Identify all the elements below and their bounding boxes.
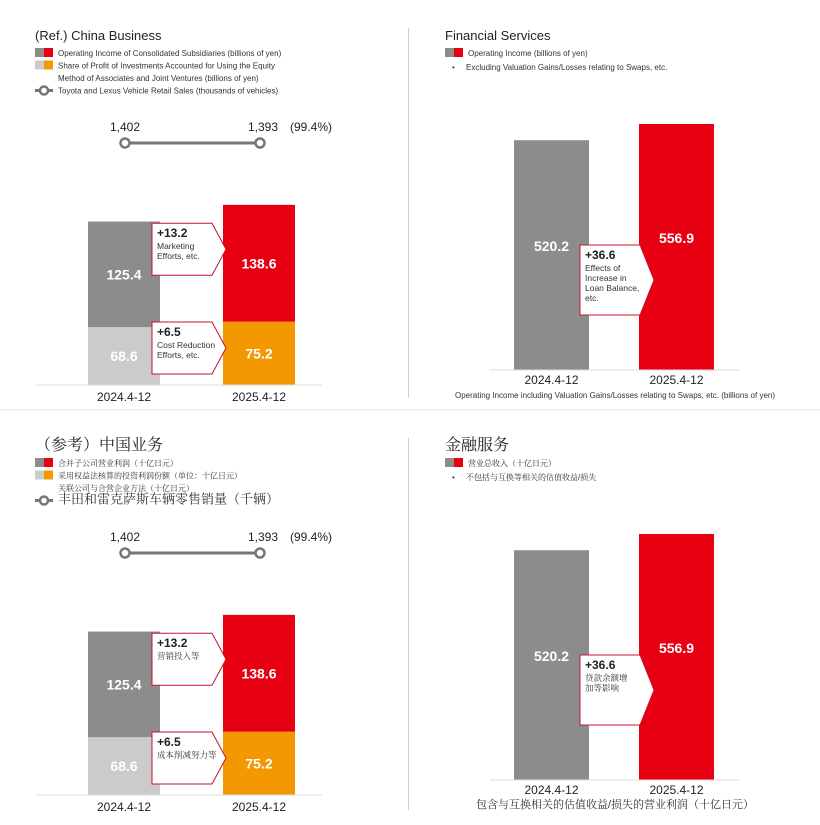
chart-china-business-en (0, 0, 410, 410)
divider-bottom (408, 438, 409, 810)
callout-top-value: +13.2 (157, 636, 188, 651)
chart-financial-services-en (410, 0, 820, 410)
x-tick-label-0: 2024.4-12 (96, 800, 152, 814)
legend-swatch-gray (35, 458, 44, 467)
x-tick-label-1: 2025.4-12 (649, 783, 704, 797)
legend-swatch-red (44, 458, 53, 467)
bar-top-label-1: 138.6 (241, 255, 277, 272)
legend-swatch-red (44, 48, 53, 57)
legend-swatch-light-gray (35, 61, 44, 70)
legend-label-1: Share of Profit of Investments Accounted for Using the Equity (58, 61, 276, 71)
x-tick-label-1: 2025.4-12 (649, 373, 704, 387)
sales-label-1: 1,393 (247, 120, 279, 134)
financial-services-zh-svg (410, 410, 820, 820)
legend-label-1: 采用权益法核算的投资利润份额（单位：十亿日元） (58, 471, 242, 481)
sales-point-1 (256, 139, 265, 148)
legend-swatch-light-gray (35, 471, 44, 480)
chart-financial-services-zh (410, 410, 820, 820)
callout-text-0: Effects of (585, 263, 621, 273)
legend-swatch-gray (445, 48, 454, 57)
legend-marker (40, 497, 48, 505)
legend-label-0: 合并子公司营业利润（十亿日元） (58, 459, 178, 468)
legend-label-3: 丰田和雷克萨斯车辆零售销量（千辆） (58, 491, 280, 507)
callout-top-text-0: 营销投入等 (157, 651, 200, 662)
legend-label-0: 营业总收入（十亿日元） (468, 459, 556, 468)
callout-bottom-text-0: Cost Reduction (157, 340, 216, 350)
legend-bullet: • (452, 473, 455, 482)
legend-swatch-red (454, 458, 463, 467)
bar-bottom-label-1: 75.2 (245, 755, 273, 772)
china-business-en-svg (0, 0, 410, 410)
bar-0 (514, 550, 589, 780)
callout-bottom-text-0: 成本削减努力等 (157, 750, 217, 760)
callout-text-1: 加等影响 (585, 683, 620, 693)
sales-point-0 (121, 549, 130, 558)
bar-0 (514, 140, 589, 370)
chart-china-business-zh (0, 410, 410, 820)
legend-label-0: Operating Income of Consolidated Subsidiaries (billions of yen) (58, 49, 282, 58)
callout-value: +36.6 (585, 658, 616, 672)
x-tick-label-0: 2024.4-12 (96, 390, 152, 404)
divider-horizontal (0, 409, 820, 411)
callout-top-text-1: Efforts, etc. (157, 251, 200, 262)
bar-1 (639, 124, 714, 370)
legend-label-2: 关联公司与合营企业方法（十亿日元） (58, 484, 194, 493)
bar-label-1: 556.9 (658, 230, 695, 246)
callout-top-text-0: Marketing (157, 241, 195, 252)
legend-label-3: Toyota and Lexus Vehicle Retail Sales (thousands of vehicles) (58, 86, 279, 96)
x-tick-label-1: 2025.4-12 (231, 800, 287, 814)
financial-services-en-svg (410, 0, 820, 410)
bar-1 (639, 534, 714, 780)
callout-text-0: 贷款余额增 (585, 673, 628, 683)
bar-top-label-0: 125.4 (106, 676, 142, 693)
legend-swatch-red (454, 48, 463, 57)
x-tick-label-0: 2024.4-12 (524, 783, 579, 797)
callout-value: +36.6 (585, 248, 616, 262)
sales-label-0: 1,402 (109, 120, 141, 134)
sales-ratio: (99.4%) (290, 120, 333, 134)
bar-top-label-0: 125.4 (106, 266, 142, 283)
china-business-zh-svg (0, 410, 410, 820)
chart-title: Financial Services (445, 28, 551, 43)
x-tick-label-0: 2024.4-12 (524, 373, 579, 387)
sales-label-0: 1,402 (109, 530, 141, 544)
callout-bottom-text-1: Efforts, etc. (157, 350, 200, 360)
sales-point-1 (256, 549, 265, 558)
callout-text-1: Increase in (585, 273, 627, 283)
x-tick-label-1: 2025.4-12 (231, 390, 287, 404)
legend-swatch-gray (445, 458, 454, 467)
bar-label-1: 556.9 (658, 640, 695, 656)
callout-text-3: etc. (585, 293, 599, 303)
bar-bottom-label-1: 75.2 (245, 345, 273, 362)
legend-label-0: Operating Income (billions of yen) (468, 49, 588, 58)
footnote: Operating Income including Valuation Gains/Losses relating to Swaps, etc. (billions of yen) (454, 391, 776, 400)
legend-bullet: • (452, 63, 455, 72)
sales-point-0 (121, 139, 130, 148)
chart-title: （参考）中国业务 (35, 437, 164, 454)
sales-ratio: (99.4%) (290, 530, 333, 544)
legend-label-2: Method of Associates and Joint Ventures (billions of yen) (58, 74, 259, 83)
callout-bottom-value: +6.5 (157, 735, 181, 749)
sales-label-1: 1,393 (247, 530, 279, 544)
bar-bottom-label-0: 68.6 (110, 758, 138, 775)
bar-label-0: 520.2 (533, 238, 570, 255)
callout-top-value: +13.2 (157, 226, 188, 241)
legend-marker (40, 87, 48, 95)
chart-title: (Ref.) China Business (35, 28, 162, 43)
callout-bottom-value: +6.5 (157, 325, 181, 339)
footnote: 包含与互换相关的估值收益/损失的营业利润（十亿日元） (475, 799, 755, 811)
bar-bottom-label-0: 68.6 (110, 348, 138, 365)
bar-label-0: 520.2 (533, 648, 570, 665)
divider-top (408, 28, 409, 398)
legend-swatch-orange (44, 471, 53, 480)
callout-text-2: Loan Balance, (585, 283, 640, 293)
legend-swatch-gray (35, 48, 44, 57)
legend-swatch-orange (44, 61, 53, 70)
bar-top-label-1: 138.6 (241, 665, 277, 682)
chart-title: 金融服务 (445, 437, 510, 454)
legend-label-1: Excluding Valuation Gains/Losses relating to Swaps, etc. (466, 63, 668, 72)
legend-label-1: 不包括与互换等相关的估值收益/损失 (466, 473, 597, 482)
